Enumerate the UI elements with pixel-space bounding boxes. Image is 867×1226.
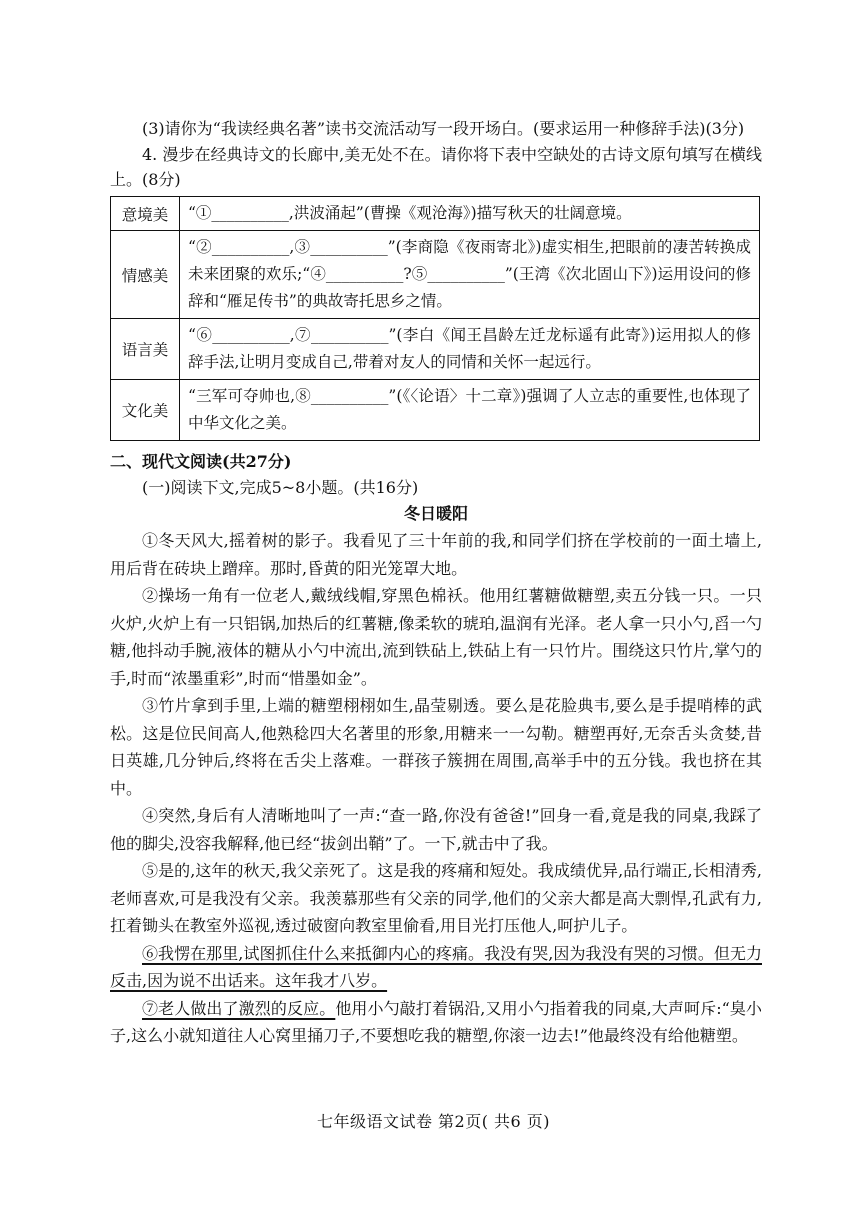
question-4: 4. 漫步在经典诗文的长廊中,美无处不在。请你将下表中空缺处的古诗文原句填写在横线上。(8分) — [110, 145, 762, 189]
paragraph-5: ⑤是的,这年的秋天,我父亲死了。这是我的疼痛和短处。我成绩优异,品行端正,长相清秀,老师喜欢,可是我没有父亲。我羡慕那些有父亲的同学,他们的父亲大都是高大剽悍,孔武有力,扛着锄头在教室外巡视,透过破窗向教室里偷看,用目光打压他人,呵护儿子。 — [110, 861, 762, 935]
paragraph-6-underlined: ⑥我愣在那里,试图抓住什么来抵御内心的疼痛。我没有哭,因为我没有哭的习惯。但无力反击,因为说不出话来。这年我才八岁。 — [110, 943, 762, 990]
row-category: 文化美 — [111, 380, 180, 441]
row-content: “三军可夺帅也,⑧__________”(《〈论语〉十二章》)强调了人立志的重要性,也体现了中华文化之美。 — [180, 380, 760, 441]
row-content: “②__________,③__________”(李商隐《夜雨寄北》)虚实相生,把眼前的凄苦转换成未来团聚的欢乐;“④__________?⑤__________”(王湾《次北固山下》)运用设问的修辞和“雁足传书”的典故寄托思乡之情。 — [180, 231, 760, 319]
table-row — [111, 231, 760, 319]
table-row — [111, 197, 760, 231]
paragraph-4: ④突然,身后有人清晰地叫了一声:“查一路,你没有爸爸!”回身一看,竟是我的同桌,我踩了他的脚尖,没容我解释,他已经“拔剑出鞘”了。一下,就击中了我。 — [110, 806, 762, 853]
paragraph-2: ②操场一角有一位老人,戴绒线帽,穿黑色棉袄。他用红薯糖做糖塑,卖五分钱一只。一只火炉,火炉上有一只铝锅,加热后的红薯糖,像柔软的琥珀,温润有光泽。老人拿一只小勺,舀一勺糖,他抖动手腕,液体的糖从小勺中流出,流到铁砧上,铁砧上有一只竹片。围绕这只竹片,掌勺的手,时而“浓墨重彩”,时而“惜墨如金”。 — [110, 586, 762, 688]
paragraph-7 — [110, 995, 762, 1050]
table-row — [111, 319, 760, 380]
paragraph-3: ③竹片拿到手里,上端的糖塑栩栩如生,晶莹剔透。要么是花脸典韦,要么是手提哨棒的武松。这是位民间高人,他熟稔四大名著里的形象,用糖来一一勾勒。糖塑再好,无奈舌头贪婪,昔日英雄,几分钟后,终将在舌尖上落难。一群孩子簇拥在周围,高举手中的五分钱。我也挤在其中。 — [110, 696, 762, 798]
table-row — [111, 380, 760, 441]
section-heading: 二、现代文阅读(共27分) — [110, 452, 292, 471]
exam-page — [110, 116, 762, 1050]
paragraph-7-rest: 他用小勺敲打着锅沿,又用小勺指着我的同桌,大声呵斥:“臭小子,这么小就知道往人心窝里捅刀子,不要想吃我的糖塑,你滚一边去!”他最终没有给他糖塑。 — [110, 998, 762, 1045]
row-category: 语言美 — [111, 319, 180, 380]
row-category: 意境美 — [111, 197, 180, 231]
paragraph-7-underlined: ⑦老人做出了激烈的反应。 — [142, 998, 336, 1018]
article-title: 冬日暖阳 — [403, 504, 468, 523]
page-footer: 七年级语文试卷 第2页( 共6 页) — [316, 1112, 551, 1131]
row-content: “⑥__________,⑦__________”(李白《闻王昌龄左迁龙标遥有此寄》)运用拟人的修辞手法,让明月变成自己,带着对友人的同情和关怀一起远行。 — [180, 319, 760, 380]
row-category: 情感美 — [111, 231, 180, 319]
subsection-heading: (一)阅读下文,完成5~8小题。(共16分) — [142, 478, 419, 497]
paragraph-1: ①冬天风大,摇着树的影子。我看见了三十年前的我,和同学们挤在学校前的一面土墙上,用后背在砖块上蹭痒。那时,昏黄的阳光笼罩大地。 — [110, 531, 762, 578]
row-content: “①__________,洪波涌起”(曹操《观沧海》)描写秋天的壮阔意境。 — [180, 197, 760, 231]
question-3: (3)请你为“我读经典名著”读书交流活动写一段开场白。(要求运用一种修辞手法)(3分) — [142, 119, 745, 138]
poetry-table — [110, 196, 760, 441]
